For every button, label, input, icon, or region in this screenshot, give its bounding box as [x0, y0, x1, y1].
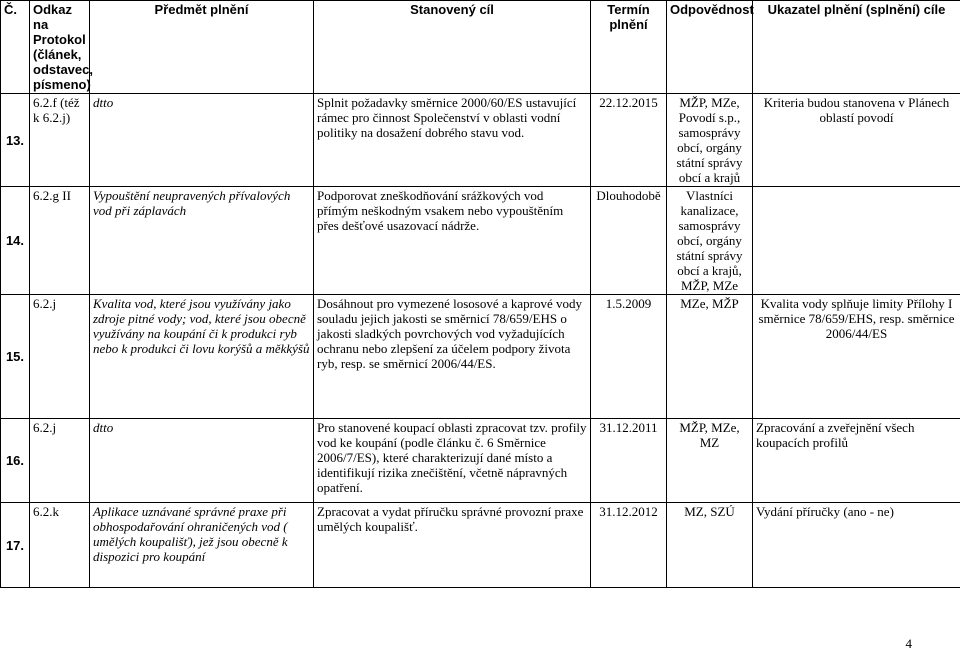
row-reference: 6.2.g II	[30, 187, 90, 295]
row-subject: dtto	[90, 94, 314, 187]
row-reference: 6.2.f (též k 6.2.j)	[30, 94, 90, 187]
row-goal: Dosáhnout pro vymezené lososové a kaprové vody souladu jejich jakosti se směrnicí 78/659/EHS o jakosti sladkých povrchových vod vyžadujících ochranu nebo zlepšení za účelem podpory života ryb, resp. se směrnicí 2006/44/ES.	[314, 295, 591, 419]
header-number: Č.	[1, 1, 30, 94]
row-responsibility: MZ, SZÚ	[667, 503, 753, 588]
header-subject: Předmět plnění	[90, 1, 314, 94]
row-indicator	[753, 187, 960, 295]
table-row	[1, 295, 960, 419]
table-header-row	[1, 1, 960, 94]
row-number: 16.	[1, 419, 30, 503]
row-deadline: 22.12.2015	[591, 94, 667, 187]
row-reference: 6.2.k	[30, 503, 90, 588]
row-number: 14.	[1, 187, 30, 295]
row-deadline: 1.5.2009	[591, 295, 667, 419]
row-reference: 6.2.j	[30, 419, 90, 503]
table-row	[1, 419, 960, 503]
table-row	[1, 94, 960, 187]
row-indicator: Vydání příručky (ano - ne)	[753, 503, 960, 588]
header-goal: Stanovený cíl	[314, 1, 591, 94]
table-row	[1, 187, 960, 295]
row-goal: Pro stanovené koupací oblasti zpracovat tzv. profily vod ke koupání (podle článku č. 6 Směrnice 2006/7/ES), které charakterizují dané místo a identifikují rizika znečištění, včetně nápravných opatření.	[314, 419, 591, 503]
row-subject: dtto	[90, 419, 314, 503]
header-responsibility: Odpovědnost	[667, 1, 753, 94]
row-responsibility: MZe, MŽP	[667, 295, 753, 419]
page-number: 4	[906, 636, 913, 652]
row-subject: Vypouštění neupravených přívalových vod při záplavách	[90, 187, 314, 295]
row-deadline: Dlouhodobě	[591, 187, 667, 295]
row-goal: Podporovat zneškodňování srážkových vod přímým neškodným vsakem nebo vypouštěním přes dešťové usazovací nádrže.	[314, 187, 591, 295]
row-reference: 6.2.j	[30, 295, 90, 419]
header-indicator: Ukazatel plnění (splnění) cíle	[753, 1, 960, 94]
row-goal: Zpracovat a vydat příručku správné provozní praxe umělých koupališť.	[314, 503, 591, 588]
row-responsibility: MŽP, MZe, MZ	[667, 419, 753, 503]
row-number: 17.	[1, 503, 30, 588]
row-goal: Splnit požadavky směrnice 2000/60/ES ustavující rámec pro činnost Společenství v oblasti vodní politiky na dosažení dobrého stavu vod.	[314, 94, 591, 187]
table-row	[1, 503, 960, 588]
row-number: 13.	[1, 94, 30, 187]
row-deadline: 31.12.2012	[591, 503, 667, 588]
row-responsibility: MŽP, MZe, Povodí s.p., samosprávy obcí, orgány státní správy obcí a krajů	[667, 94, 753, 187]
header-reference: Odkaz na Protokol (článek, odstavec, písmeno)	[30, 1, 90, 94]
row-number: 15.	[1, 295, 30, 419]
row-responsibility: Vlastníci kanalizace, samosprávy obcí, orgány státní správy obcí a krajů, MŽP, MZe	[667, 187, 753, 295]
header-deadline: Termín plnění	[591, 1, 667, 94]
row-subject: Aplikace uznávané správné praxe při obhospodařování ohraničených vod ( umělých koupališť), jež jsou obecně k dispozici pro koupání	[90, 503, 314, 588]
row-deadline: 31.12.2011	[591, 419, 667, 503]
row-indicator: Kvalita vody splňuje limity Přílohy I směrnice 78/659/EHS, resp. směrnice 2006/44/ES	[753, 295, 960, 419]
row-subject: Kvalita vod, které jsou využívány jako zdroje pitné vody; vod, které jsou obecně využívány na koupání či k produkci ryb nebo k produkci či lovu korýšů a měkkýšů	[90, 295, 314, 419]
row-indicator: Zpracování a zveřejnění všech koupacích profilů	[753, 419, 960, 503]
row-indicator: Kriteria budou stanovena v Plánech oblastí povodí	[753, 94, 960, 187]
